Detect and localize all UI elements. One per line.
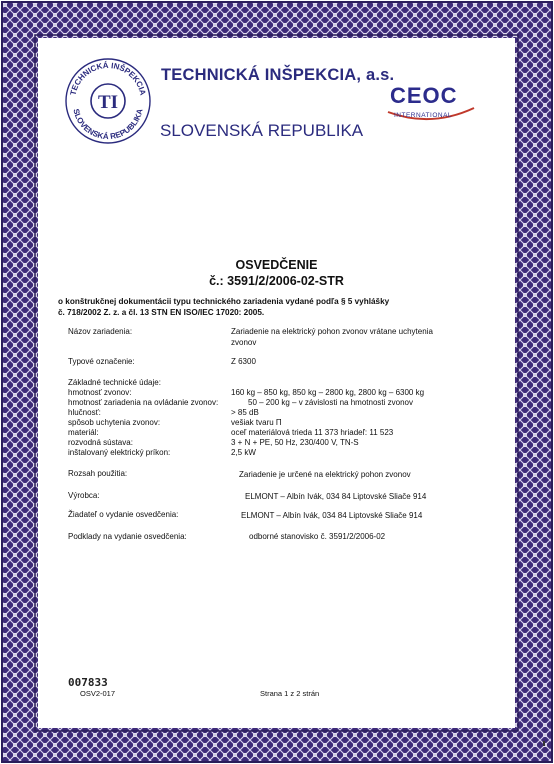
tech-data-label: Základné technické údaje: (68, 378, 161, 387)
form-code: OSV2-017 (80, 689, 116, 698)
svg-text:TECHNICKÁ INŠPEKCIA: TECHNICKÁ INŠPEKCIA (68, 60, 148, 97)
power-value: 2,5 kW (231, 448, 256, 457)
name-value: Zariadenie na elektrický pohon zvonov vrátane uchytenia (231, 327, 433, 336)
bell-mass-value: 160 kg – 850 kg, 850 kg – 2800 kg, 2800 kg – 6300 kg (231, 388, 425, 397)
serial-number: 007833 (68, 676, 108, 689)
applicant-value: ELMONT – Albín Ivák, 034 84 Liptovské Sliače 914 (241, 511, 423, 520)
intro-line-1: o konštrukčnej dokumentácii typu technického zariadenia vydané podľa § 5 vyhlášky (58, 297, 390, 306)
scope-label: Rozsah použitia: (68, 469, 128, 478)
document-title: OSVEDČENIE (235, 258, 318, 272)
manufacturer-value: ELMONT – Albín Ivák, 034 84 Liptovské Sliače 914 (245, 492, 427, 501)
manufacturer-label: Výrobca: (68, 491, 100, 500)
bell-mass-label: hmotnosť zvonov: (68, 388, 132, 397)
certificate-page (38, 38, 515, 728)
type-label: Typové označenie: (68, 357, 135, 366)
control-mass-value: 50 – 200 kg – v závislosti na hmotnosti zvonov (248, 398, 413, 407)
scope-value: Zariadenie je určené na elektrický pohon zvonov (239, 470, 411, 479)
type-value: Z 6300 (231, 357, 256, 366)
basis-value: odborné stanovisko č. 3591/2/2006-02 (249, 532, 386, 541)
supply-value: 3 + N + PE, 50 Hz, 230/400 V, TN-S (231, 438, 359, 447)
page-info: Strana 1 z 2 strán (260, 689, 320, 698)
intro-line-2: č. 718/2002 Z. z. a čl. 13 STN EN ISO/IEC 17020: 2005. (58, 308, 265, 317)
name-label: Názov zariadenia: (68, 327, 133, 336)
control-mass-label: hmotnosť zariadenia na ovládanie zvonov: (68, 398, 219, 407)
supply-label: rozvodná sústava: (68, 438, 133, 447)
noise-label: hlučnosť: (68, 408, 101, 417)
power-label: inštalovaný elektrický príkon: (68, 448, 171, 457)
ti-seal-logo (63, 56, 153, 146)
seal-monogram: TI (97, 92, 119, 113)
noise-value: > 85 dB (231, 408, 259, 417)
svg-text:SLOVENSKÁ REPUBLIKA: SLOVENSKÁ REPUBLIKA (71, 107, 145, 142)
scan-mark (543, 741, 545, 746)
organization-name: TECHNICKÁ INŠPEKCIA, a.s. (161, 66, 395, 84)
basis-label: Podklady na vydanie osvedčenia: (68, 532, 187, 541)
name-value-cont: zvonov (231, 338, 257, 347)
document-number: č.: 3591/2/2006-02-STR (209, 274, 344, 288)
ceoc-logo-subtitle: INTERNATIONAL (394, 112, 453, 119)
mount-label: spôsob uchytenia zvonov: (68, 418, 161, 427)
mount-value: vešiak tvaru Π (231, 418, 282, 427)
ceoc-logo: CEOC (390, 83, 458, 108)
material-label: materiál: (68, 428, 99, 437)
country-name: SLOVENSKÁ REPUBLIKA (160, 121, 364, 140)
material-value: oceľ materiálová trieda 11 373 hriadeľ: 11 523 (231, 428, 394, 437)
applicant-label: Žiadateľ o vydanie osvedčenia: (68, 510, 179, 519)
